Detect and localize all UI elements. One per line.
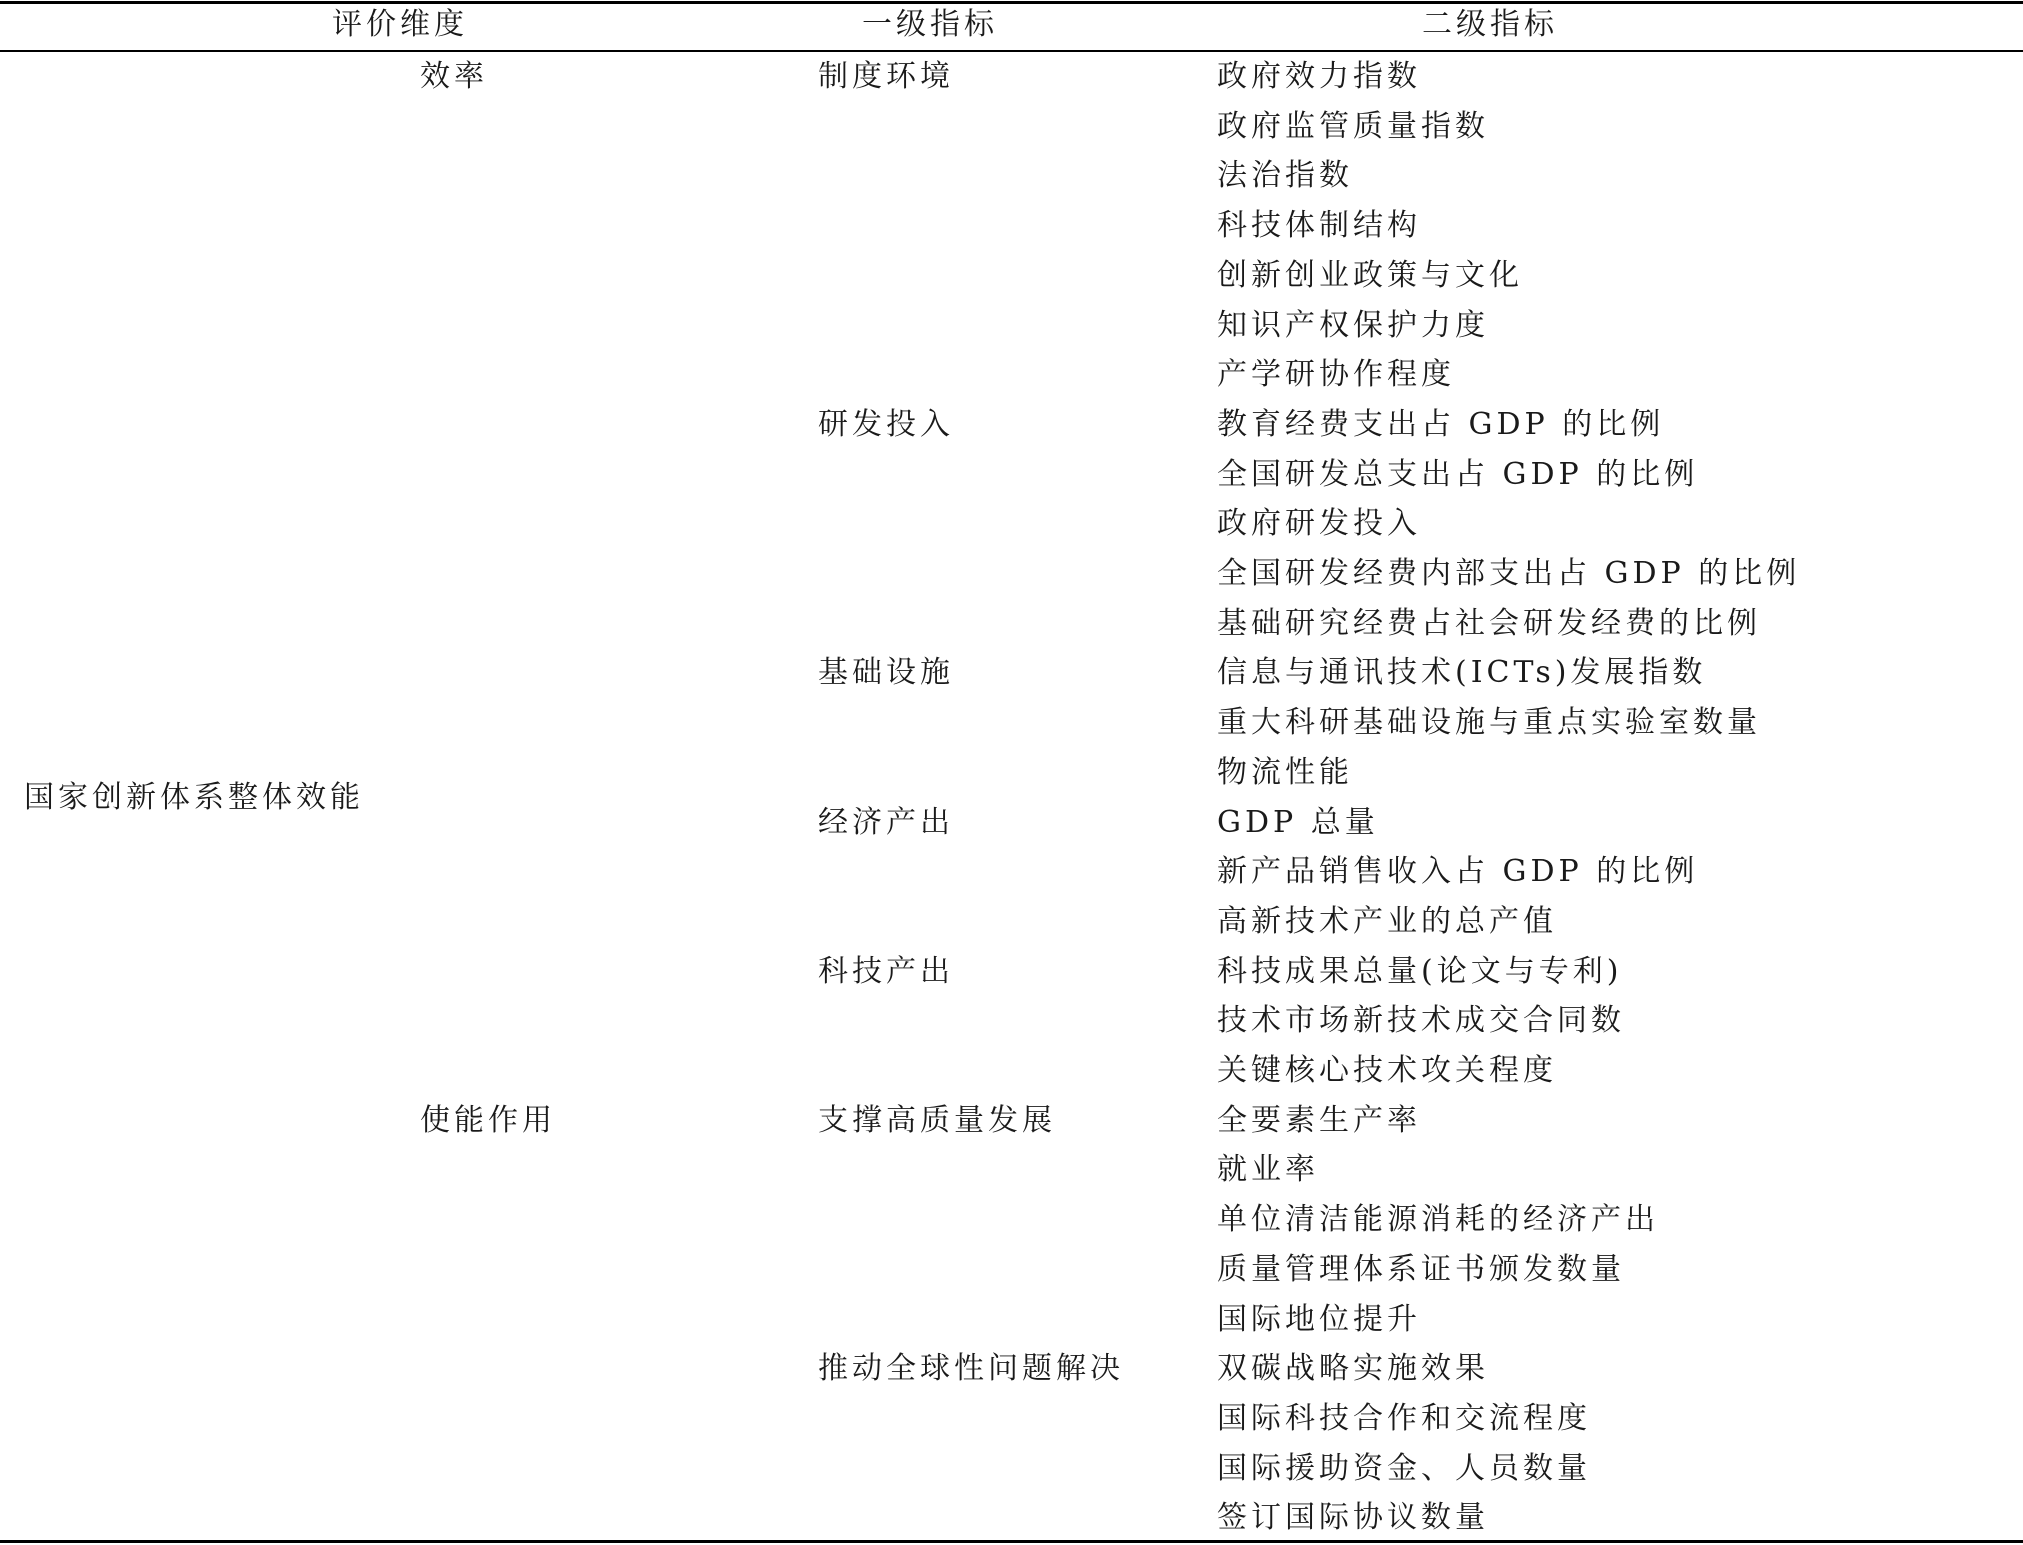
secondary-indicator-label: 科技体制结构	[1217, 208, 1421, 244]
secondary-indicator-label: 科技成果总量(论文与专利)	[1217, 953, 1623, 989]
secondary-indicator-label: 就业率	[1217, 1152, 1319, 1188]
header-evaluation-dimension: 评价维度	[332, 7, 468, 42]
secondary-indicator-label: 技术市场新技术成交合同数	[1217, 1003, 1625, 1039]
secondary-indicator-label: 基础研究经费占社会研发经费的比例	[1217, 605, 1761, 641]
overall-dimension-label: 国家创新体系整体效能	[24, 779, 364, 815]
table-body	[0, 52, 2023, 1540]
primary-indicator-label: 科技产出	[818, 953, 954, 989]
secondary-indicator-label: 新产品销售收入占 GDP 的比例	[1217, 854, 1699, 890]
secondary-indicator-label: 产学研协作程度	[1217, 357, 1455, 393]
primary-indicator-label: 基础设施	[818, 655, 954, 691]
primary-indicator-label: 经济产出	[818, 804, 954, 840]
primary-indicator-label: 制度环境	[818, 59, 954, 94]
secondary-indicator-label: 全国研发经费内部支出占 GDP 的比例	[1217, 556, 1801, 591]
primary-indicator-label: 研发投入	[818, 406, 954, 442]
secondary-indicator-label: 国际援助资金、人员数量	[1217, 1450, 1591, 1486]
table-top-rule	[0, 1, 2023, 4]
secondary-indicator-label: 创新创业政策与文化	[1217, 257, 1523, 293]
primary-indicator-label: 支撑高质量发展	[818, 1102, 1056, 1138]
secondary-indicator-label: 关键核心技术攻关程度	[1217, 1053, 1557, 1088]
secondary-indicator-label: 信息与通讯技术(ICTs)发展指数	[1217, 655, 1707, 691]
secondary-indicator-label: 政府效力指数	[1217, 59, 1421, 94]
secondary-indicator-label: 质量管理体系证书颁发数量	[1217, 1251, 1625, 1287]
secondary-indicator-label: 法治指数	[1217, 158, 1353, 194]
secondary-indicator-label: 全国研发总支出占 GDP 的比例	[1217, 456, 1699, 492]
secondary-indicator-label: 物流性能	[1217, 754, 1353, 790]
header-secondary-indicator: 二级指标	[1422, 7, 1558, 42]
secondary-indicator-label: 国际地位提升	[1217, 1301, 1421, 1337]
table-bottom-rule	[0, 1540, 2023, 1543]
secondary-indicator-label: 单位清洁能源消耗的经济产出	[1217, 1202, 1659, 1238]
secondary-indicator-label: 全要素生产率	[1217, 1102, 1421, 1138]
secondary-indicator-label: GDP 总量	[1217, 804, 1379, 840]
dimension-label: 使能作用	[420, 1102, 556, 1138]
primary-indicator-label: 推动全球性问题解决	[818, 1351, 1124, 1387]
secondary-indicator-label: 高新技术产业的总产值	[1217, 903, 1557, 939]
secondary-indicator-label: 政府研发投入	[1217, 506, 1421, 542]
secondary-indicator-label: 签订国际协议数量	[1217, 1500, 1489, 1536]
secondary-indicator-label: 重大科研基础设施与重点实验室数量	[1217, 705, 1761, 741]
header-primary-indicator: 一级指标	[862, 7, 998, 42]
secondary-indicator-label: 知识产权保护力度	[1217, 307, 1489, 343]
secondary-indicator-label: 双碳战略实施效果	[1217, 1351, 1489, 1387]
secondary-indicator-label: 国际科技合作和交流程度	[1217, 1400, 1591, 1436]
secondary-indicator-label: 教育经费支出占 GDP 的比例	[1217, 406, 1665, 442]
secondary-indicator-label: 政府监管质量指数	[1217, 108, 1489, 144]
dimension-label: 效率	[420, 59, 488, 94]
